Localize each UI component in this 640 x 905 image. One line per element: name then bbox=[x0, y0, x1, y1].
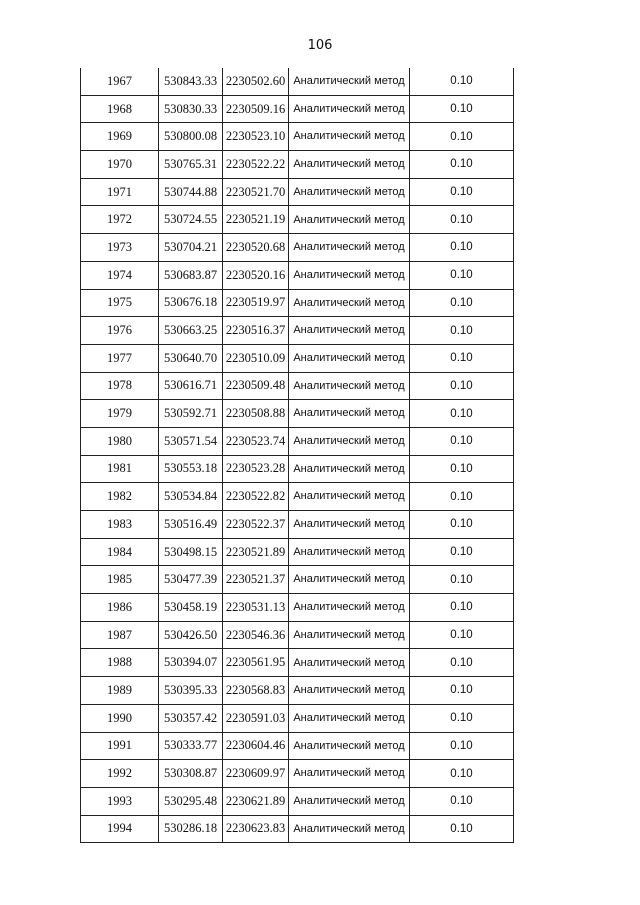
point-number-cell: 1980 bbox=[81, 427, 159, 455]
table-row bbox=[81, 123, 514, 151]
point-number-cell: 1984 bbox=[81, 538, 159, 566]
point-number-cell: 1973 bbox=[81, 234, 159, 262]
point-number-cell: 1976 bbox=[81, 317, 159, 345]
y-coordinate-cell: 2230561.95 bbox=[223, 649, 289, 677]
x-coordinate-cell: 530333.77 bbox=[159, 732, 223, 760]
error-cell: 0.10 bbox=[410, 400, 514, 428]
point-number-cell: 1978 bbox=[81, 372, 159, 400]
y-coordinate-cell: 2230510.09 bbox=[223, 344, 289, 372]
method-cell: Аналитический метод bbox=[289, 566, 410, 594]
method-cell: Аналитический метод bbox=[289, 151, 410, 179]
y-coordinate-cell: 2230522.82 bbox=[223, 483, 289, 511]
y-coordinate-cell: 2230522.37 bbox=[223, 511, 289, 539]
method-cell: Аналитический метод bbox=[289, 123, 410, 151]
error-cell: 0.10 bbox=[410, 68, 514, 95]
method-cell: Аналитический метод bbox=[289, 427, 410, 455]
error-cell: 0.10 bbox=[410, 317, 514, 345]
y-coordinate-cell: 2230523.10 bbox=[223, 123, 289, 151]
x-coordinate-cell: 530704.21 bbox=[159, 234, 223, 262]
x-coordinate-cell: 530477.39 bbox=[159, 566, 223, 594]
table-row bbox=[81, 68, 514, 95]
error-cell: 0.10 bbox=[410, 427, 514, 455]
error-cell: 0.10 bbox=[410, 704, 514, 732]
error-cell: 0.10 bbox=[410, 594, 514, 622]
table-row bbox=[81, 760, 514, 788]
point-number-cell: 1992 bbox=[81, 760, 159, 788]
table-row bbox=[81, 677, 514, 705]
y-coordinate-cell: 2230521.19 bbox=[223, 206, 289, 234]
table-row bbox=[81, 151, 514, 179]
x-coordinate-cell: 530683.87 bbox=[159, 261, 223, 289]
error-cell: 0.10 bbox=[410, 206, 514, 234]
table-row bbox=[81, 594, 514, 622]
method-cell: Аналитический метод bbox=[289, 372, 410, 400]
point-number-cell: 1987 bbox=[81, 621, 159, 649]
y-coordinate-cell: 2230591.03 bbox=[223, 704, 289, 732]
x-coordinate-cell: 530592.71 bbox=[159, 400, 223, 428]
error-cell: 0.10 bbox=[410, 621, 514, 649]
x-coordinate-cell: 530800.08 bbox=[159, 123, 223, 151]
error-cell: 0.10 bbox=[410, 234, 514, 262]
method-cell: Аналитический метод bbox=[289, 261, 410, 289]
table-row bbox=[81, 289, 514, 317]
x-coordinate-cell: 530395.33 bbox=[159, 677, 223, 705]
point-number-cell: 1989 bbox=[81, 677, 159, 705]
table-row bbox=[81, 178, 514, 206]
method-cell: Аналитический метод bbox=[289, 732, 410, 760]
x-coordinate-cell: 530843.33 bbox=[159, 68, 223, 95]
y-coordinate-cell: 2230523.74 bbox=[223, 427, 289, 455]
table-row bbox=[81, 206, 514, 234]
method-cell: Аналитический метод bbox=[289, 815, 410, 843]
y-coordinate-cell: 2230520.16 bbox=[223, 261, 289, 289]
x-coordinate-cell: 530286.18 bbox=[159, 815, 223, 843]
coordinates-table bbox=[80, 68, 514, 843]
table-row bbox=[81, 95, 514, 123]
x-coordinate-cell: 530663.25 bbox=[159, 317, 223, 345]
method-cell: Аналитический метод bbox=[289, 234, 410, 262]
x-coordinate-cell: 530394.07 bbox=[159, 649, 223, 677]
y-coordinate-cell: 2230521.70 bbox=[223, 178, 289, 206]
y-coordinate-cell: 2230519.97 bbox=[223, 289, 289, 317]
point-number-cell: 1988 bbox=[81, 649, 159, 677]
table-row bbox=[81, 234, 514, 262]
table-row bbox=[81, 538, 514, 566]
y-coordinate-cell: 2230509.16 bbox=[223, 95, 289, 123]
point-number-cell: 1986 bbox=[81, 594, 159, 622]
table-row bbox=[81, 815, 514, 843]
x-coordinate-cell: 530516.49 bbox=[159, 511, 223, 539]
error-cell: 0.10 bbox=[410, 455, 514, 483]
table-row bbox=[81, 455, 514, 483]
point-number-cell: 1975 bbox=[81, 289, 159, 317]
y-coordinate-cell: 2230508.88 bbox=[223, 400, 289, 428]
x-coordinate-cell: 530765.31 bbox=[159, 151, 223, 179]
x-coordinate-cell: 530426.50 bbox=[159, 621, 223, 649]
y-coordinate-cell: 2230520.68 bbox=[223, 234, 289, 262]
error-cell: 0.10 bbox=[410, 372, 514, 400]
point-number-cell: 1994 bbox=[81, 815, 159, 843]
table-row bbox=[81, 649, 514, 677]
method-cell: Аналитический метод bbox=[289, 483, 410, 511]
error-cell: 0.10 bbox=[410, 649, 514, 677]
y-coordinate-cell: 2230621.89 bbox=[223, 787, 289, 815]
error-cell: 0.10 bbox=[410, 787, 514, 815]
method-cell: Аналитический метод bbox=[289, 704, 410, 732]
point-number-cell: 1967 bbox=[81, 68, 159, 95]
x-coordinate-cell: 530571.54 bbox=[159, 427, 223, 455]
point-number-cell: 1991 bbox=[81, 732, 159, 760]
table-row bbox=[81, 621, 514, 649]
x-coordinate-cell: 530498.15 bbox=[159, 538, 223, 566]
error-cell: 0.10 bbox=[410, 178, 514, 206]
y-coordinate-cell: 2230522.22 bbox=[223, 151, 289, 179]
table-row bbox=[81, 261, 514, 289]
method-cell: Аналитический метод bbox=[289, 317, 410, 345]
page-number: 106 bbox=[307, 38, 333, 53]
method-cell: Аналитический метод bbox=[289, 787, 410, 815]
x-coordinate-cell: 530640.70 bbox=[159, 344, 223, 372]
method-cell: Аналитический метод bbox=[289, 538, 410, 566]
table-row bbox=[81, 400, 514, 428]
x-coordinate-cell: 530616.71 bbox=[159, 372, 223, 400]
point-number-cell: 1970 bbox=[81, 151, 159, 179]
y-coordinate-cell: 2230523.28 bbox=[223, 455, 289, 483]
table-row bbox=[81, 787, 514, 815]
method-cell: Аналитический метод bbox=[289, 677, 410, 705]
error-cell: 0.10 bbox=[410, 538, 514, 566]
point-number-cell: 1982 bbox=[81, 483, 159, 511]
error-cell: 0.10 bbox=[410, 732, 514, 760]
method-cell: Аналитический метод bbox=[289, 621, 410, 649]
method-cell: Аналитический метод bbox=[289, 95, 410, 123]
error-cell: 0.10 bbox=[410, 344, 514, 372]
y-coordinate-cell: 2230531.13 bbox=[223, 594, 289, 622]
y-coordinate-cell: 2230516.37 bbox=[223, 317, 289, 345]
method-cell: Аналитический метод bbox=[289, 344, 410, 372]
y-coordinate-cell: 2230568.83 bbox=[223, 677, 289, 705]
y-coordinate-cell: 2230502.60 bbox=[223, 68, 289, 95]
error-cell: 0.10 bbox=[410, 289, 514, 317]
y-coordinate-cell: 2230546.36 bbox=[223, 621, 289, 649]
table-body bbox=[81, 68, 514, 843]
point-number-cell: 1985 bbox=[81, 566, 159, 594]
error-cell: 0.10 bbox=[410, 261, 514, 289]
error-cell: 0.10 bbox=[410, 483, 514, 511]
error-cell: 0.10 bbox=[410, 95, 514, 123]
x-coordinate-cell: 530295.48 bbox=[159, 787, 223, 815]
x-coordinate-cell: 530676.18 bbox=[159, 289, 223, 317]
point-number-cell: 1979 bbox=[81, 400, 159, 428]
error-cell: 0.10 bbox=[410, 760, 514, 788]
table-row bbox=[81, 704, 514, 732]
x-coordinate-cell: 530553.18 bbox=[159, 455, 223, 483]
method-cell: Аналитический метод bbox=[289, 400, 410, 428]
x-coordinate-cell: 530744.88 bbox=[159, 178, 223, 206]
y-coordinate-cell: 2230521.89 bbox=[223, 538, 289, 566]
error-cell: 0.10 bbox=[410, 815, 514, 843]
table-row bbox=[81, 427, 514, 455]
point-number-cell: 1983 bbox=[81, 511, 159, 539]
error-cell: 0.10 bbox=[410, 677, 514, 705]
y-coordinate-cell: 2230604.46 bbox=[223, 732, 289, 760]
table-row bbox=[81, 372, 514, 400]
y-coordinate-cell: 2230521.37 bbox=[223, 566, 289, 594]
table-row bbox=[81, 344, 514, 372]
x-coordinate-cell: 530458.19 bbox=[159, 594, 223, 622]
table-row bbox=[81, 732, 514, 760]
point-number-cell: 1977 bbox=[81, 344, 159, 372]
error-cell: 0.10 bbox=[410, 123, 514, 151]
table-row bbox=[81, 317, 514, 345]
error-cell: 0.10 bbox=[410, 511, 514, 539]
method-cell: Аналитический метод bbox=[289, 594, 410, 622]
x-coordinate-cell: 530830.33 bbox=[159, 95, 223, 123]
point-number-cell: 1974 bbox=[81, 261, 159, 289]
table-row bbox=[81, 483, 514, 511]
y-coordinate-cell: 2230609.97 bbox=[223, 760, 289, 788]
point-number-cell: 1993 bbox=[81, 787, 159, 815]
point-number-cell: 1968 bbox=[81, 95, 159, 123]
point-number-cell: 1969 bbox=[81, 123, 159, 151]
method-cell: Аналитический метод bbox=[289, 511, 410, 539]
method-cell: Аналитический метод bbox=[289, 455, 410, 483]
point-number-cell: 1981 bbox=[81, 455, 159, 483]
method-cell: Аналитический метод bbox=[289, 649, 410, 677]
table-row bbox=[81, 511, 514, 539]
table-row bbox=[81, 566, 514, 594]
method-cell: Аналитический метод bbox=[289, 68, 410, 95]
method-cell: Аналитический метод bbox=[289, 760, 410, 788]
point-number-cell: 1990 bbox=[81, 704, 159, 732]
method-cell: Аналитический метод bbox=[289, 289, 410, 317]
x-coordinate-cell: 530357.42 bbox=[159, 704, 223, 732]
method-cell: Аналитический метод bbox=[289, 178, 410, 206]
y-coordinate-cell: 2230623.83 bbox=[223, 815, 289, 843]
method-cell: Аналитический метод bbox=[289, 206, 410, 234]
x-coordinate-cell: 530724.55 bbox=[159, 206, 223, 234]
y-coordinate-cell: 2230509.48 bbox=[223, 372, 289, 400]
point-number-cell: 1972 bbox=[81, 206, 159, 234]
error-cell: 0.10 bbox=[410, 151, 514, 179]
x-coordinate-cell: 530308.87 bbox=[159, 760, 223, 788]
error-cell: 0.10 bbox=[410, 566, 514, 594]
x-coordinate-cell: 530534.84 bbox=[159, 483, 223, 511]
point-number-cell: 1971 bbox=[81, 178, 159, 206]
